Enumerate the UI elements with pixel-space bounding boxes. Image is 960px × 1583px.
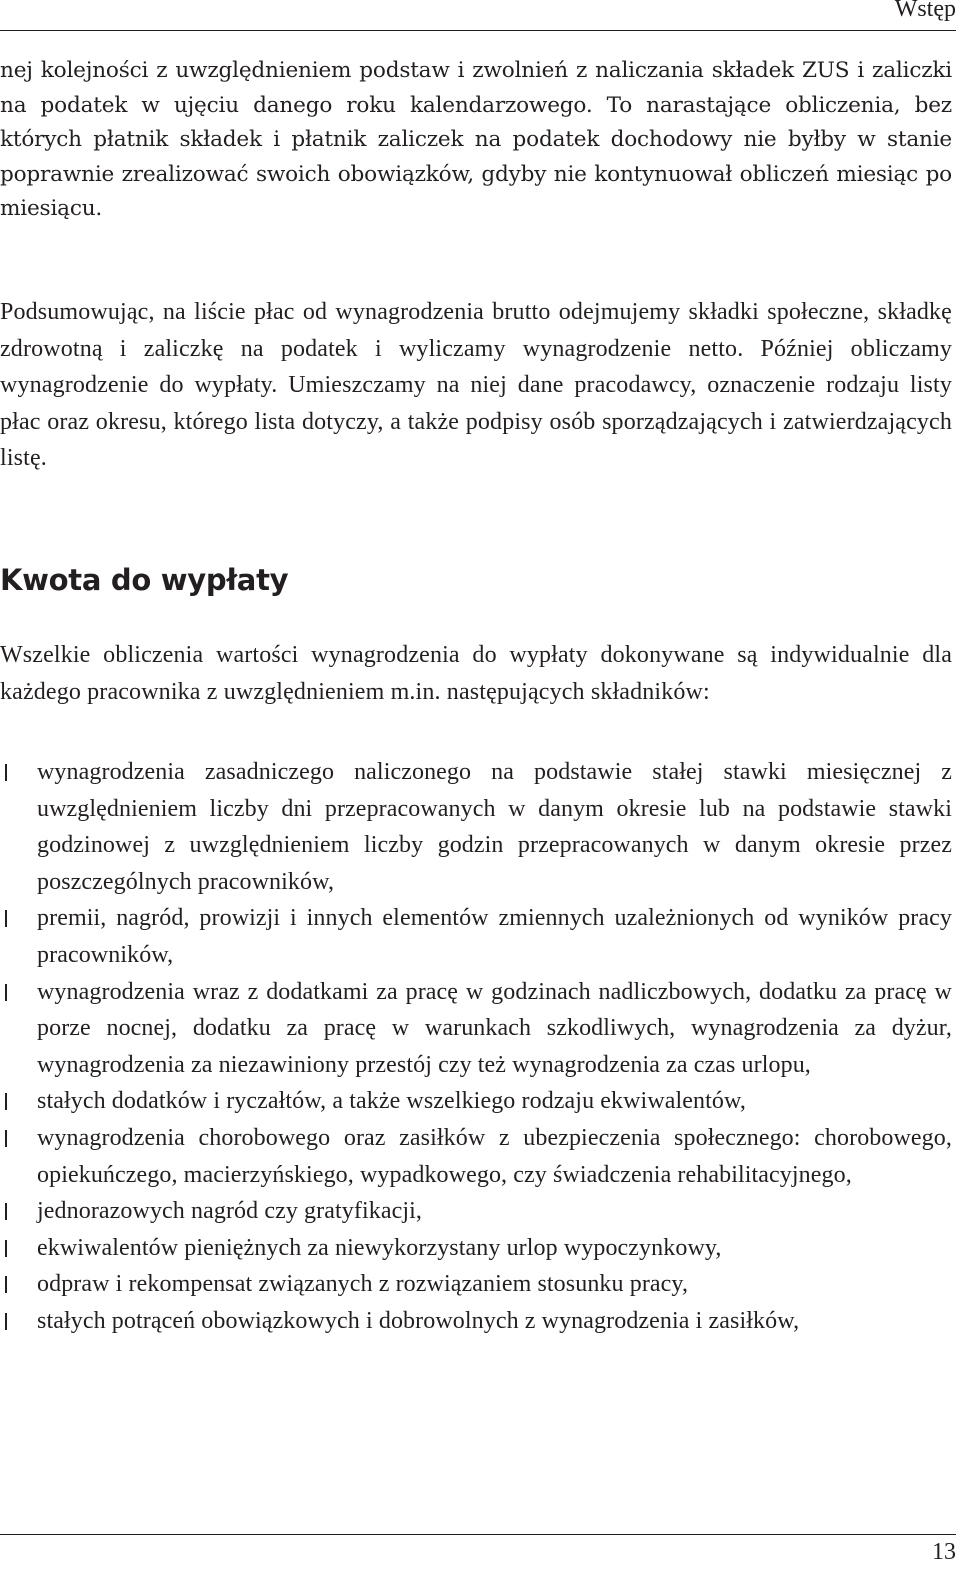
section-heading: Kwota do wypłaty: [0, 563, 289, 597]
list-item-text: wynagrodzenia zasadniczego naliczonego na podstawie stałej stawki miesięcznej z uwzględnieniem liczby dni przepracowanych w danym okresie lub na podstawie stawki godzinowej z uwzględnieniem liczby godzin przepracowanych w danym okresie przez poszczególnych pracowników,: [37, 759, 952, 895]
list-item-text: premii, nagród, prowizji i innych elementów zmiennych uzależnionych od wyników pracy pracowników,: [37, 905, 952, 968]
list-item-text: jednorazowych nagród czy gratyfikacji,: [37, 1198, 422, 1225]
list-item: [0, 754, 952, 900]
paragraph-continuation: nej kolejności z uwzględnieniem podstaw i zwolnień z naliczania składek ZUS i zaliczki na podatek w ujęciu danego roku kalendarzowego. To narastające obliczenia, bez których płatnik składek i płatnik zaliczek na podatek dochodowy nie byłby w stanie poprawnie zrealizować swoich obowiązków, gdyby nie kontynuował obliczeń miesiąc po miesiącu.: [0, 58, 952, 222]
list-item: [0, 900, 952, 973]
components-list: [0, 754, 952, 1340]
list-item-text: wynagrodzenia wraz z dodatkami za pracę w godzinach nadliczbowych, dodatku za pracę w porze nocnej, dodatku za pracę w warunkach szkodliwych, wynagrodzenia za dyżur, wynagrodzenia za niezawiniony przestój czy też wynagrodzenia za czas urlopu,: [37, 978, 952, 1078]
page-number: 13: [932, 1539, 956, 1565]
list-item-text: wynagrodzenia chorobowego oraz zasiłków z ubezpieczenia społecznego: chorobowego, opiekuńczego, macierzyńskiego, wypadkowego, czy świadczenia rehabilitacyjnego,: [37, 1124, 952, 1188]
bullet-marker-icon: [5, 1203, 7, 1220]
list-item: [0, 1266, 952, 1303]
running-header-title: Wstęp: [894, 0, 956, 22]
list-item-text: stałych dodatków i ryczałtów, a także wszelkiego rodzaju ekwiwalentów,: [37, 1088, 746, 1115]
bullet-marker-icon: [5, 1313, 7, 1330]
bullet-marker-icon: [5, 910, 7, 927]
bullet-marker-icon: [5, 984, 7, 1001]
list-item: [0, 1230, 952, 1267]
paragraph-summary: Podsumowując, na liście płac od wynagrodzenia brutto odejmujemy składki społeczne, składkę zdrowotną i zaliczkę na podatek i wyliczamy wynagrodzenie netto. Później obliczamy wynagrodzenie do wypłaty. Umieszczamy na niej dane pracodawcy, oznaczenie rodzaju listy płac oraz okresu, którego lista dotyczy, a także podpisy osób sporządzających i zatwierdzających listę.: [0, 299, 952, 472]
footer-rule: [0, 1534, 956, 1535]
list-item: [0, 1303, 952, 1340]
bullet-marker-icon: [5, 764, 7, 781]
list-item: [0, 1120, 952, 1193]
section-intro: Wszelkie obliczenia wartości wynagrodzenia do wypłaty dokonywane są indywidualnie dla każdego pracownika z uwzględnieniem m.in. następujących składników:: [0, 642, 952, 705]
list-item: [0, 1193, 952, 1230]
bullet-marker-icon: [5, 1093, 7, 1110]
list-item-text: ekwiwalentów pieniężnych za niewykorzystany urlop wypoczynkowy,: [37, 1234, 722, 1261]
header-rule: [0, 30, 956, 31]
bullet-marker-icon: [5, 1240, 7, 1257]
list-item-text: stałych potrąceń obowiązkowych i dobrowolnych z wynagrodzenia i zasiłków,: [37, 1307, 800, 1334]
list-item: [0, 974, 952, 1084]
list-item: [0, 1083, 952, 1120]
list-item-text: odpraw i rekompensat związanych z rozwiązaniem stosunku pracy,: [37, 1271, 689, 1298]
bullet-marker-icon: [5, 1276, 7, 1293]
bullet-marker-icon: [5, 1130, 7, 1147]
